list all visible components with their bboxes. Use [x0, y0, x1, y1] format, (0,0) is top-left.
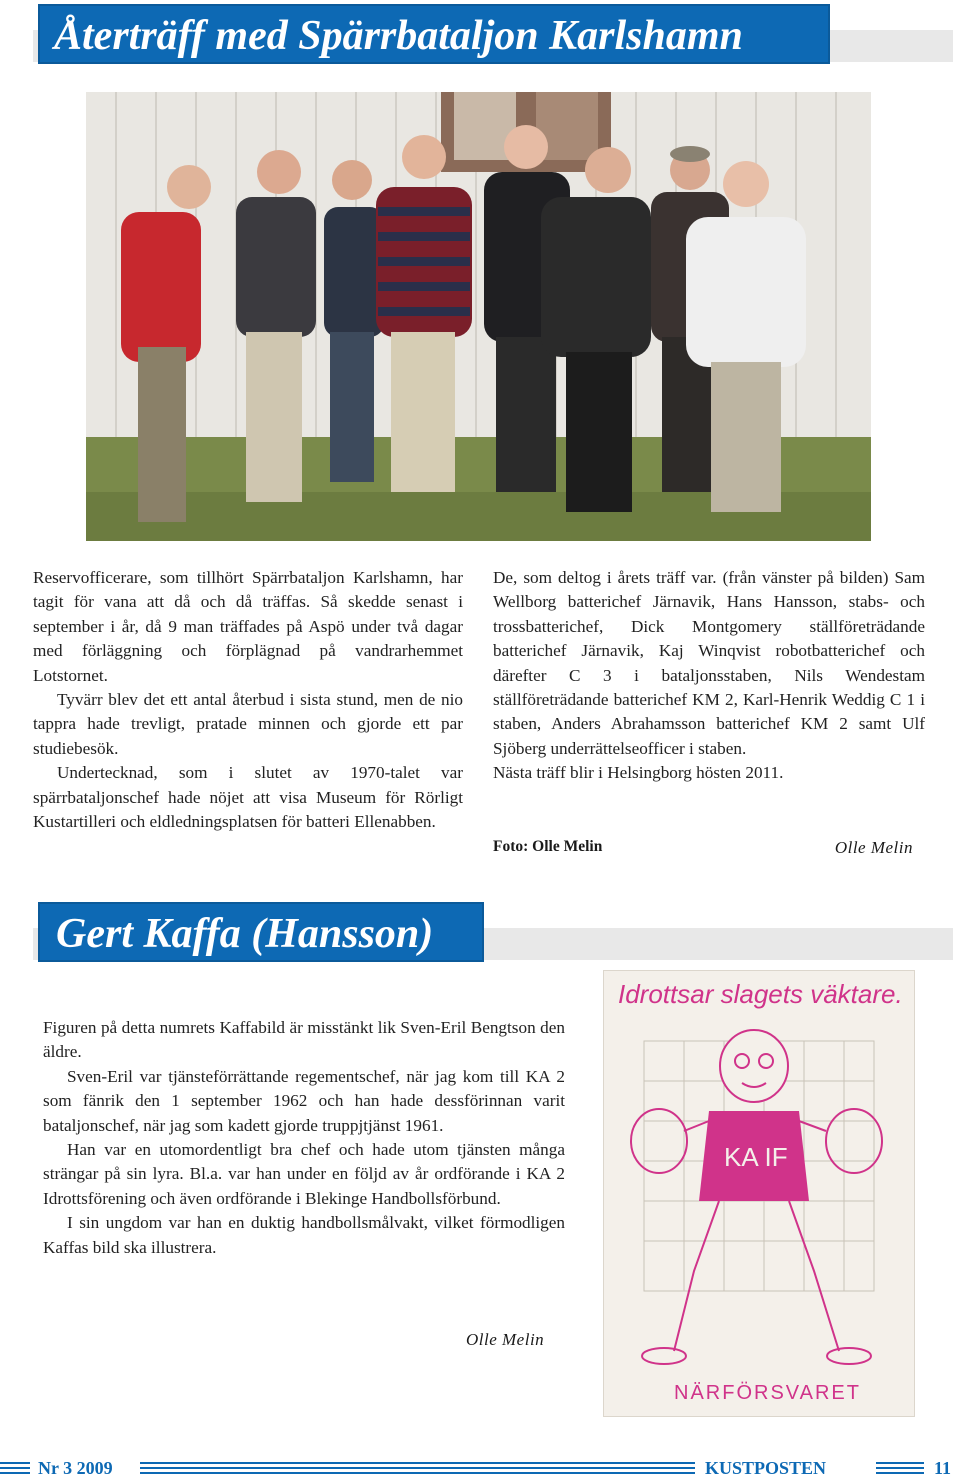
author-signature: Olle Melin	[466, 1330, 545, 1349]
page-footer	[0, 1456, 960, 1484]
footer-rule	[140, 1462, 695, 1478]
page-number: 11	[934, 1458, 952, 1478]
drawing-shirt-text: KA IF	[724, 1142, 788, 1172]
magazine-name: KUSTPOSTEN	[705, 1458, 827, 1478]
paragraph: De, som deltog i årets träff var. (från vänster på bilden) Sam Wellborg batterichef Järnavik, Hans Hansson, stabs- och trossbatterichef, Dick Montgomery ställföreträdande batterichef Järnavik, Kaj Winqvist robotbatterichef och därefter C 3 i bataljonsstaben, Nils Wendestam ställföreträdande batterichef KM 2, Karl-Henrik Weddig C 1 i staben, Anders Abrahamsson batterichef KM 2 samt Ulf Sjöberg underrättelseofficer i staben.	[493, 568, 925, 758]
paragraph: Nästa träff blir i Helsingborg hösten 2011.	[493, 763, 784, 783]
article2-body	[43, 1016, 565, 1260]
article-title: Återträff med Spärrbataljon Karlshamn	[38, 4, 830, 64]
footer-rule	[876, 1462, 924, 1478]
footer-rule	[0, 1462, 30, 1478]
group-photo	[86, 92, 871, 541]
paragraph: Figuren på detta numrets Kaffabild är misstänkt lik Sven-Eril Bengtson den äldre.	[43, 1018, 565, 1062]
paragraph: I sin ungdom var han en duktig handbollsmålvakt, vilket förmodligen Kaffas bild ska illustrera.	[43, 1213, 565, 1257]
issue-label: Nr 3 2009	[38, 1458, 113, 1478]
article1-left-column	[33, 566, 463, 834]
paragraph: Reservofficerare, som tillhört Spärrbataljon Karlshamn, har tagit för vana att då och då träffas. Så skedde senast i september i år, då 9 man träffades på Aspö under två dagar med förläggning och förplägnad på vandrarhemmet Lotstornet.	[33, 568, 463, 685]
paragraph: Tyvärr blev det ett antal återbud i sista stund, men de nio tappra hade trevligt, pratade minnen och gjorde ett par studiebesök.	[33, 690, 463, 758]
photo-credit: Foto: Olle Melin	[493, 838, 603, 855]
paragraph: Undertecknad, som i slutet av 1970-talet var spärrbataljonschef hade nöjet att visa Museum för Rörligt Kustartilleri och eldledningsplatsen för batteri Ellenabben.	[33, 763, 463, 832]
author-signature: Olle Melin	[834, 838, 913, 857]
caricature-drawing	[603, 970, 915, 1417]
article-title: Gert Kaffa (Hansson)	[38, 902, 484, 962]
paragraph: Sven-Eril var tjänsteförrättande regementschef, när jag kom till KA 2 som fänrik den 1 september 1962 och han hade dessförinnan varit bataljonschef, när jag som kadett gjorde truppjtjänst 1961.	[43, 1066, 565, 1135]
drawing-header-text: Idrottsar slagets väktare.	[618, 979, 903, 1009]
drawing-footer-text: NÄRFÖRSVARET	[674, 1382, 861, 1404]
photo-credit-line	[493, 838, 913, 862]
article1-right-column	[493, 566, 925, 786]
paragraph: Han var en utomordentligt bra chef och hade utom tjänsten många strängar på sin lyra. Bl.a. var han under en följd av år ordförande i KA 2 Idrottsförening och även ordförande i Blekinge Handbollsförbund.	[43, 1140, 565, 1208]
